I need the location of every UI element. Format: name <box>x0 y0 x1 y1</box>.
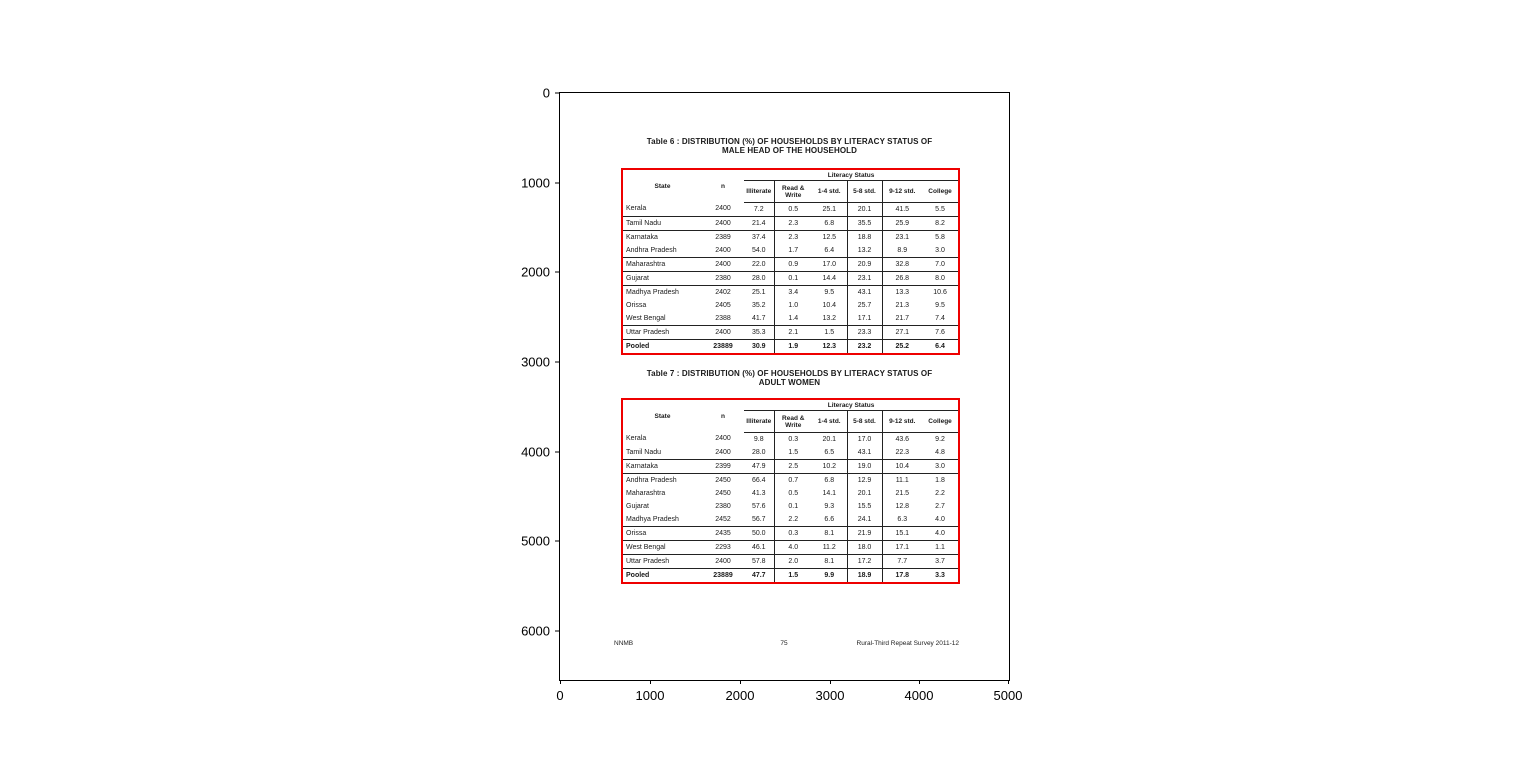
value-cell: 3.3 <box>922 569 959 584</box>
value-cell: 35.3 <box>744 326 774 340</box>
table-row <box>622 555 959 569</box>
value-cell: 2380 <box>715 502 731 510</box>
value-cell: 1.7 <box>788 246 799 254</box>
y-tick-mark <box>555 362 559 363</box>
state-cell: Tamil Nadu <box>622 217 702 231</box>
table-row <box>622 272 959 286</box>
value-cell: 43.1 <box>847 286 882 300</box>
table-row <box>622 446 959 460</box>
value-cell: 18.8 <box>847 231 882 245</box>
value-cell: 7.6 <box>922 326 959 340</box>
value-cell: 50.0 <box>744 527 774 541</box>
value-cell: 56.7 <box>744 513 774 527</box>
table-row <box>622 527 959 541</box>
y-tick-label: 1000 <box>521 175 550 191</box>
value-cell: 8.2 <box>922 217 959 231</box>
value-cell: 28.0 <box>744 446 774 460</box>
y-tick-label: 2000 <box>521 264 550 280</box>
value-cell: 2.3 <box>774 231 812 245</box>
value-cell: 23.1 <box>847 272 882 286</box>
col-header-college: College <box>922 181 959 203</box>
col-header-illiterate: Illiterate <box>744 411 774 433</box>
value-cell: 46.1 <box>744 541 774 555</box>
value-cell: 2452 <box>715 515 731 523</box>
table-row <box>622 231 959 245</box>
value-cell: 19.0 <box>847 460 882 474</box>
value-cell: 1.4 <box>788 314 799 322</box>
value-cell: 20.1 <box>847 203 882 217</box>
table-row <box>622 326 959 340</box>
state-cell: Orissa <box>626 301 647 309</box>
state-cell: Pooled <box>622 340 702 355</box>
y-tick-mark <box>555 272 559 273</box>
value-cell: 1.5 <box>788 448 799 456</box>
value-cell: 3.0 <box>935 246 945 254</box>
value-cell: 43.1 <box>847 446 882 460</box>
x-tick-mark <box>560 680 561 684</box>
table-row <box>622 286 959 300</box>
value-cell: 17.2 <box>847 555 882 569</box>
value-cell: 14.1 <box>812 487 847 500</box>
value-cell: 2400 <box>715 246 731 254</box>
value-cell: 32.8 <box>882 258 922 272</box>
value-cell: 43.6 <box>895 435 910 443</box>
value-cell: 1.8 <box>922 474 959 488</box>
y-tick-mark <box>555 631 559 632</box>
value-cell: 10.2 <box>812 460 847 474</box>
value-cell: 0.3 <box>788 435 799 443</box>
table-row <box>622 299 959 312</box>
value-cell: 18.9 <box>847 569 882 584</box>
value-cell: 8.0 <box>922 272 959 286</box>
value-cell: 25.9 <box>882 217 922 231</box>
x-tick-mark <box>1008 680 1009 684</box>
table-row <box>622 541 959 555</box>
value-cell: 6.5 <box>812 446 847 460</box>
value-cell: 13.2 <box>847 244 882 258</box>
x-tick-label: 5000 <box>993 688 1023 703</box>
table-row <box>622 569 959 584</box>
value-cell: 12.5 <box>812 231 847 245</box>
value-cell: 2.1 <box>774 326 812 340</box>
value-cell: 4.8 <box>935 448 945 456</box>
value-cell: 24.1 <box>847 513 882 527</box>
value-cell: 41.7 <box>744 312 774 326</box>
value-cell: 3.0 <box>922 460 959 474</box>
table6-title <box>621 137 958 155</box>
page-footer <box>614 640 959 650</box>
value-cell: 25.7 <box>847 299 882 312</box>
value-cell: 9.9 <box>812 569 847 584</box>
table6-title-line1: Table 6 : DISTRIBUTION (%) OF HOUSEHOLDS BY LITERACY STATUS OF <box>646 137 933 146</box>
col-header-read-write: Read & Write <box>774 411 812 433</box>
value-cell: 7.2 <box>744 203 774 217</box>
table-row <box>622 460 959 474</box>
value-cell: 2400 <box>702 217 744 231</box>
x-tick-mark <box>650 680 651 684</box>
value-cell: 2402 <box>702 286 744 300</box>
value-cell: 10.4 <box>812 299 847 312</box>
table-row <box>622 340 959 355</box>
table-row <box>622 474 959 488</box>
table7-title <box>621 369 958 387</box>
value-cell: 35.5 <box>847 217 882 231</box>
value-cell: 1.9 <box>774 340 812 355</box>
value-cell: 25.2 <box>882 340 922 355</box>
table7-title-line2: ADULT WOMEN <box>758 378 821 387</box>
value-cell: 2.0 <box>774 555 812 569</box>
value-cell: 6.3 <box>897 515 908 523</box>
value-cell: 41.3 <box>744 487 774 500</box>
y-tick-label: 4000 <box>521 444 550 460</box>
value-cell: 12.9 <box>847 474 882 488</box>
value-cell: 2389 <box>702 231 744 245</box>
value-cell: 23.1 <box>882 231 922 245</box>
value-cell: 20.1 <box>812 433 847 447</box>
value-cell: 1.5 <box>812 326 847 340</box>
state-cell: Karnataka <box>622 460 702 474</box>
value-cell: 9.8 <box>744 433 774 447</box>
table7-title-line1: Table 7 : DISTRIBUTION (%) OF HOUSEHOLDS BY LITERACY STATUS OF <box>646 369 933 378</box>
col-header-illiterate: Illiterate <box>744 181 774 203</box>
state-cell: West Bengal <box>622 541 702 555</box>
value-cell: 1.1 <box>922 541 959 555</box>
value-cell: 20.1 <box>847 487 882 500</box>
literacy-status-span-header: Literacy Status <box>744 169 959 181</box>
y-tick-mark <box>555 183 559 184</box>
state-cell: Madhya Pradesh <box>626 515 679 523</box>
x-tick-label: 4000 <box>904 688 934 703</box>
value-cell: 2435 <box>702 527 744 541</box>
value-cell: 18.0 <box>847 541 882 555</box>
table-row <box>622 258 959 272</box>
value-cell: 21.9 <box>847 527 882 541</box>
x-tick-label: 3000 <box>815 688 845 703</box>
value-cell: 17.0 <box>812 258 847 272</box>
value-cell: 4.0 <box>922 527 959 541</box>
y-tick-mark <box>555 452 559 453</box>
value-cell: 6.6 <box>812 513 847 527</box>
value-cell: 4.0 <box>935 515 945 523</box>
value-cell: 11.1 <box>882 474 922 488</box>
value-cell: 15.1 <box>882 527 922 541</box>
value-cell: 0.9 <box>774 258 812 272</box>
value-cell: 20.9 <box>847 258 882 272</box>
value-cell: 7.7 <box>882 555 922 569</box>
value-cell: 21.4 <box>744 217 774 231</box>
col-header-state: State <box>654 182 671 190</box>
footer-org: NNMB <box>614 640 634 647</box>
x-tick-mark <box>830 680 831 684</box>
state-cell: Madhya Pradesh <box>622 286 702 300</box>
y-tick-label: 6000 <box>521 623 550 639</box>
state-cell: Uttar Pradesh <box>622 555 702 569</box>
value-cell: 3.7 <box>922 555 959 569</box>
literacy-status-span-header: Literacy Status <box>744 399 959 411</box>
x-tick-mark <box>919 680 920 684</box>
value-cell: 17.8 <box>882 569 922 584</box>
x-tick-label: 0 <box>556 688 564 703</box>
state-cell: Tamil Nadu <box>626 448 662 456</box>
table-row <box>622 217 959 231</box>
table6-male-head-literacy <box>621 168 960 355</box>
table7-adult-women-literacy <box>621 398 960 584</box>
value-cell: 2450 <box>715 489 731 497</box>
table-row <box>622 500 959 513</box>
value-cell: 2400 <box>702 258 744 272</box>
value-cell: 30.9 <box>744 340 774 355</box>
state-cell: Kerala <box>626 435 647 443</box>
value-cell: 27.1 <box>882 326 922 340</box>
value-cell: 2.2 <box>935 489 945 497</box>
col-header-n: n <box>721 412 725 420</box>
value-cell: 7.0 <box>922 258 959 272</box>
value-cell: 21.7 <box>895 314 910 322</box>
value-cell: 17.1 <box>882 541 922 555</box>
value-cell: 1.0 <box>788 301 799 309</box>
y-tick-mark <box>555 93 559 94</box>
y-tick-label: 3000 <box>521 354 550 370</box>
value-cell: 57.8 <box>744 555 774 569</box>
state-cell: Karnataka <box>622 231 702 245</box>
value-cell: 26.8 <box>882 272 922 286</box>
col-header-read-write: Read & Write <box>774 181 812 203</box>
value-cell: 6.8 <box>812 474 847 488</box>
table-row <box>622 433 959 447</box>
col-header-9-12-std: 9-12 std. <box>882 411 922 433</box>
col-header-1-4-std: 1-4 std. <box>812 181 847 203</box>
value-cell: 23889 <box>702 569 744 584</box>
table-row <box>622 312 959 326</box>
value-cell: 2.5 <box>774 460 812 474</box>
value-cell: 41.5 <box>895 205 910 213</box>
value-cell: 0.5 <box>788 205 799 213</box>
value-cell: 6.8 <box>812 217 847 231</box>
state-cell: Andhra Pradesh <box>622 474 702 488</box>
state-cell: Maharashtra <box>622 258 702 272</box>
value-cell: 11.2 <box>812 541 847 555</box>
footer-page-number: 75 <box>780 640 788 647</box>
value-cell: 23.2 <box>847 340 882 355</box>
value-cell: 0.5 <box>788 489 799 497</box>
state-cell: Uttar Pradesh <box>622 326 702 340</box>
state-cell: Kerala <box>626 205 647 213</box>
value-cell: 8.1 <box>812 555 847 569</box>
value-cell: 10.6 <box>922 286 959 300</box>
value-cell: 0.1 <box>788 502 799 510</box>
value-cell: 57.6 <box>744 500 774 513</box>
state-cell: Gujarat <box>622 272 702 286</box>
value-cell: 2450 <box>702 474 744 488</box>
footer-survey-name: Rural-Third Repeat Survey 2011-12 <box>856 640 959 647</box>
state-cell: Maharashtra <box>626 489 666 497</box>
col-header-5-8-std: 5-8 std. <box>847 181 882 203</box>
x-tick-mark <box>740 680 741 684</box>
value-cell: 23889 <box>702 340 744 355</box>
y-tick-mark <box>555 541 559 542</box>
y-tick-label: 0 <box>542 85 550 101</box>
value-cell: 9.2 <box>935 435 945 443</box>
value-cell: 8.9 <box>897 246 908 254</box>
value-cell: 47.9 <box>744 460 774 474</box>
col-header-college: College <box>922 411 959 433</box>
value-cell: 14.4 <box>812 272 847 286</box>
value-cell: 2293 <box>702 541 744 555</box>
value-cell: 9.5 <box>812 286 847 300</box>
value-cell: 21.5 <box>895 489 910 497</box>
value-cell: 2.3 <box>774 217 812 231</box>
value-cell: 21.3 <box>895 301 910 309</box>
value-cell: 25.1 <box>744 286 774 300</box>
value-cell: 6.4 <box>812 244 847 258</box>
value-cell: 2400 <box>715 435 731 443</box>
x-tick-label: 1000 <box>635 688 665 703</box>
value-cell: 13.3 <box>882 286 922 300</box>
value-cell: 13.2 <box>812 312 847 326</box>
value-cell: 66.4 <box>744 474 774 488</box>
value-cell: 35.2 <box>744 299 774 312</box>
value-cell: 0.7 <box>774 474 812 488</box>
value-cell: 12.8 <box>895 502 910 510</box>
value-cell: 47.7 <box>744 569 774 584</box>
value-cell: 22.3 <box>895 448 910 456</box>
value-cell: 6.4 <box>922 340 959 355</box>
col-header-1-4-std: 1-4 std. <box>812 411 847 433</box>
value-cell: 9.3 <box>812 500 847 513</box>
value-cell: 15.5 <box>847 500 882 513</box>
state-cell: Andhra Pradesh <box>626 246 677 254</box>
value-cell: 37.4 <box>744 231 774 245</box>
col-header-state: State <box>654 412 671 420</box>
value-cell: 2400 <box>715 205 731 213</box>
table6-title-line2: MALE HEAD OF THE HOUSEHOLD <box>721 146 858 155</box>
col-header-5-8-std: 5-8 std. <box>847 411 882 433</box>
value-cell: 28.0 <box>744 272 774 286</box>
state-cell: West Bengal <box>626 314 666 322</box>
value-cell: 8.1 <box>812 527 847 541</box>
state-cell: Orissa <box>622 527 702 541</box>
value-cell: 5.8 <box>922 231 959 245</box>
value-cell: 2400 <box>715 448 731 456</box>
value-cell: 3.4 <box>774 286 812 300</box>
value-cell: 12.3 <box>812 340 847 355</box>
plot-area <box>521 85 1023 703</box>
table-row <box>622 203 959 217</box>
value-cell: 10.4 <box>882 460 922 474</box>
value-cell: 9.5 <box>935 301 945 309</box>
value-cell: 2.2 <box>788 515 799 523</box>
value-cell: 5.5 <box>935 205 945 213</box>
value-cell: 23.3 <box>847 326 882 340</box>
value-cell: 22.0 <box>744 258 774 272</box>
state-cell: Gujarat <box>626 502 649 510</box>
value-cell: 2405 <box>715 301 731 309</box>
state-cell: Pooled <box>622 569 702 584</box>
value-cell: 2400 <box>702 555 744 569</box>
table-row <box>622 487 959 500</box>
value-cell: 1.5 <box>774 569 812 584</box>
table-row <box>622 244 959 258</box>
value-cell: 2.7 <box>935 502 945 510</box>
value-cell: 2399 <box>702 460 744 474</box>
value-cell: 0.1 <box>774 272 812 286</box>
value-cell: 2388 <box>715 314 731 322</box>
value-cell: 2400 <box>702 326 744 340</box>
value-cell: 54.0 <box>744 244 774 258</box>
x-tick-label: 2000 <box>725 688 755 703</box>
value-cell: 4.0 <box>774 541 812 555</box>
value-cell: 0.3 <box>774 527 812 541</box>
value-cell: 2380 <box>702 272 744 286</box>
y-tick-label: 5000 <box>521 533 550 549</box>
value-cell: 17.1 <box>847 312 882 326</box>
col-header-9-12-std: 9-12 std. <box>882 181 922 203</box>
col-header-n: n <box>721 182 725 190</box>
value-cell: 17.0 <box>847 433 882 447</box>
value-cell: 25.1 <box>812 203 847 217</box>
value-cell: 7.4 <box>935 314 945 322</box>
table-row <box>622 513 959 527</box>
